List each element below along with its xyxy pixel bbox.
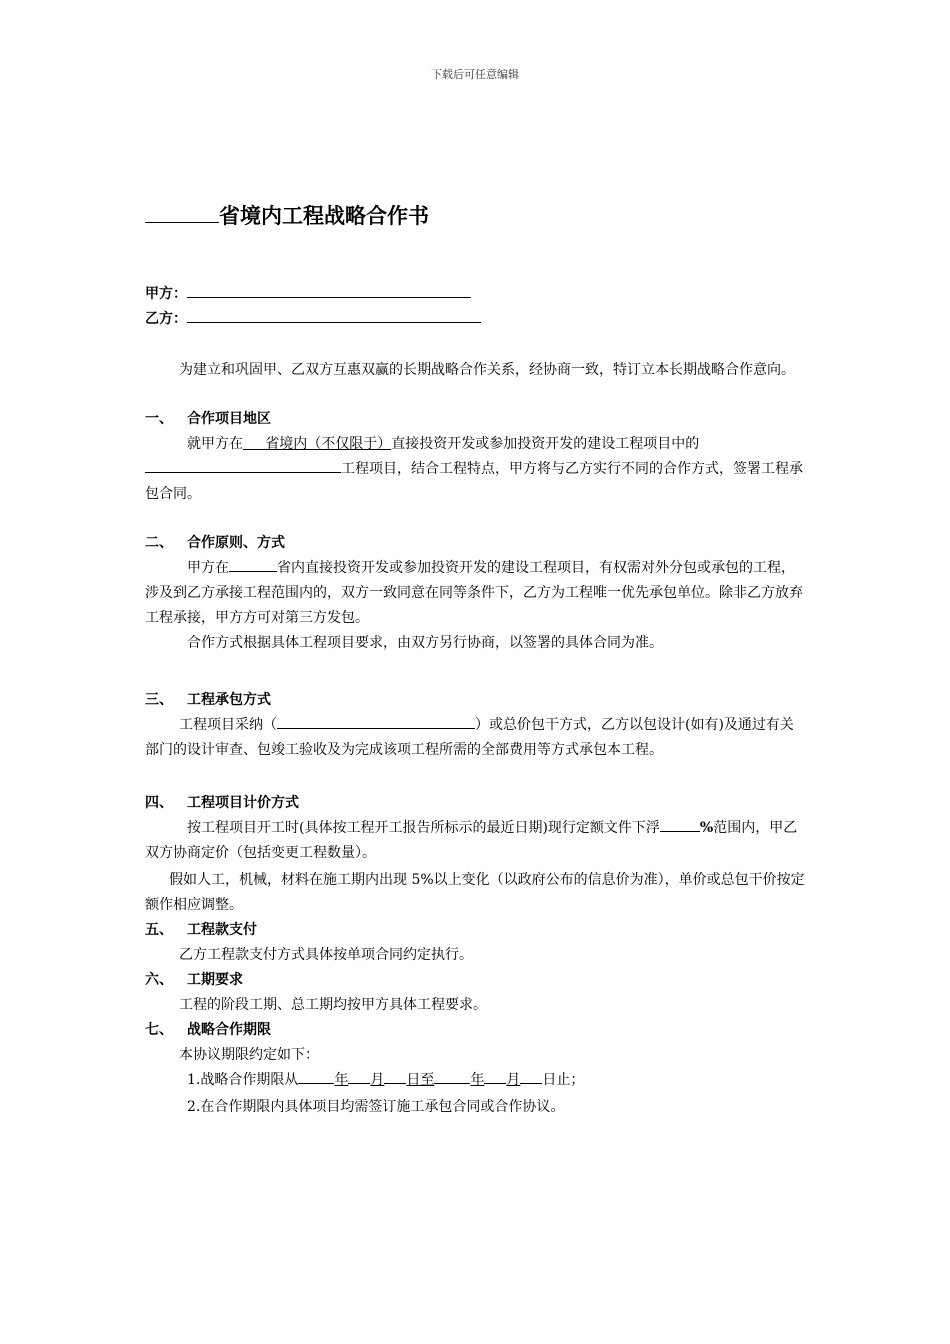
end-day-blank: [520, 1068, 542, 1084]
document-body: [145, 190, 807, 1120]
party-a-line: 甲方：: [145, 282, 807, 307]
discount-blank: [660, 816, 700, 832]
party-a-blank: [187, 282, 471, 298]
section-5-paragraph: 乙方工程款支付方式具体按单项合同约定执行。: [179, 947, 473, 963]
province-scope: 省境内（不仅限于）: [265, 436, 392, 452]
start-year-blank: [298, 1068, 334, 1084]
party-b-line: 乙方：: [145, 307, 807, 332]
contract-method-blank: [277, 713, 475, 729]
section-4-paragraph-1: 按工程项目开工时(具体按工程开工报告所标示的最近日期)现行定额文件下浮 %范围内，甲乙双方协商定价（包括变更工程数量）。: [145, 816, 807, 866]
section-1-paragraph: 就甲方在 省境内（不仅限于）直接投资开发或参加投资开发的建设工程项目中的工程项目，结合工程特点，甲方将与乙方实行不同的合作方式，签署工程承包合同。: [145, 436, 803, 502]
term-item-2: 2.在合作期限内具体项目均需签订施工承包合同或合作协议。: [187, 1099, 565, 1115]
section-4-paragraph-2: 假如人工，机械，材料在施工期内出现 5%以上变化（以政府公布的信息价为准），单价或总包干价按定额作相应调整。: [145, 872, 805, 913]
section-3-paragraph: 工程项目采纳（ ）或总价包干方式，乙方以包设计(如有)及通过有关部门的设计审查、包竣工验收及为完成该项工程所需的全部费用等方式承包本工程。: [145, 713, 807, 763]
document-title: 省境内工程战略合作书: [145, 200, 807, 230]
header-note: 下载后可任意编辑: [431, 68, 519, 81]
section-7-heading: 七、 战略合作期限: [145, 1022, 271, 1038]
party-b-blank: [187, 307, 481, 323]
section-2-paragraph-2: 合作方式根据具体工程项目要求，由双方另行协商，以签署的具体合同为准。: [187, 635, 663, 651]
project-blank: [145, 457, 341, 473]
end-year-blank: [434, 1068, 470, 1084]
intro-paragraph: 为建立和巩固甲、乙双方互惠双赢的长期战略合作关系，经协商一致，特订立本长期战略合作意向。: [179, 362, 795, 378]
term-item-1: 1.战略合作期限从 年 月 日至 年 月 日止；: [145, 1068, 807, 1093]
section-2-heading: 二、 合作原则、方式: [145, 535, 285, 551]
section-7-paragraph: 本协议期限约定如下：: [179, 1047, 319, 1063]
start-day-blank: [384, 1068, 406, 1084]
start-month-blank: [348, 1068, 370, 1084]
section-4-heading: 四、 工程项目计价方式: [145, 795, 299, 811]
section-6-heading: 六、 工期要求: [145, 972, 243, 988]
section-1-heading: 一、 合作项目地区: [145, 411, 271, 427]
province-blank-2: [229, 556, 277, 572]
section-5-heading: 五、 工程款支付: [145, 922, 257, 938]
end-month-blank: [484, 1068, 506, 1084]
section-6-paragraph: 工程的阶段工期、总工期均按甲方具体工程要求。: [179, 997, 487, 1013]
section-2-paragraph-1: 甲方在 省内直接投资开发或参加投资开发的建设工程项目，有权需对外分包或承包的工程，涉及到乙方承接工程范围内的，双方一致同意在同等条件下，乙方为工程唯一优先承包单位。除非乙方放弃工程承接，甲方方可对第三方发包。: [145, 556, 807, 631]
section-3-heading: 三、 工程承包方式: [145, 692, 271, 708]
province-blank: [145, 202, 219, 223]
